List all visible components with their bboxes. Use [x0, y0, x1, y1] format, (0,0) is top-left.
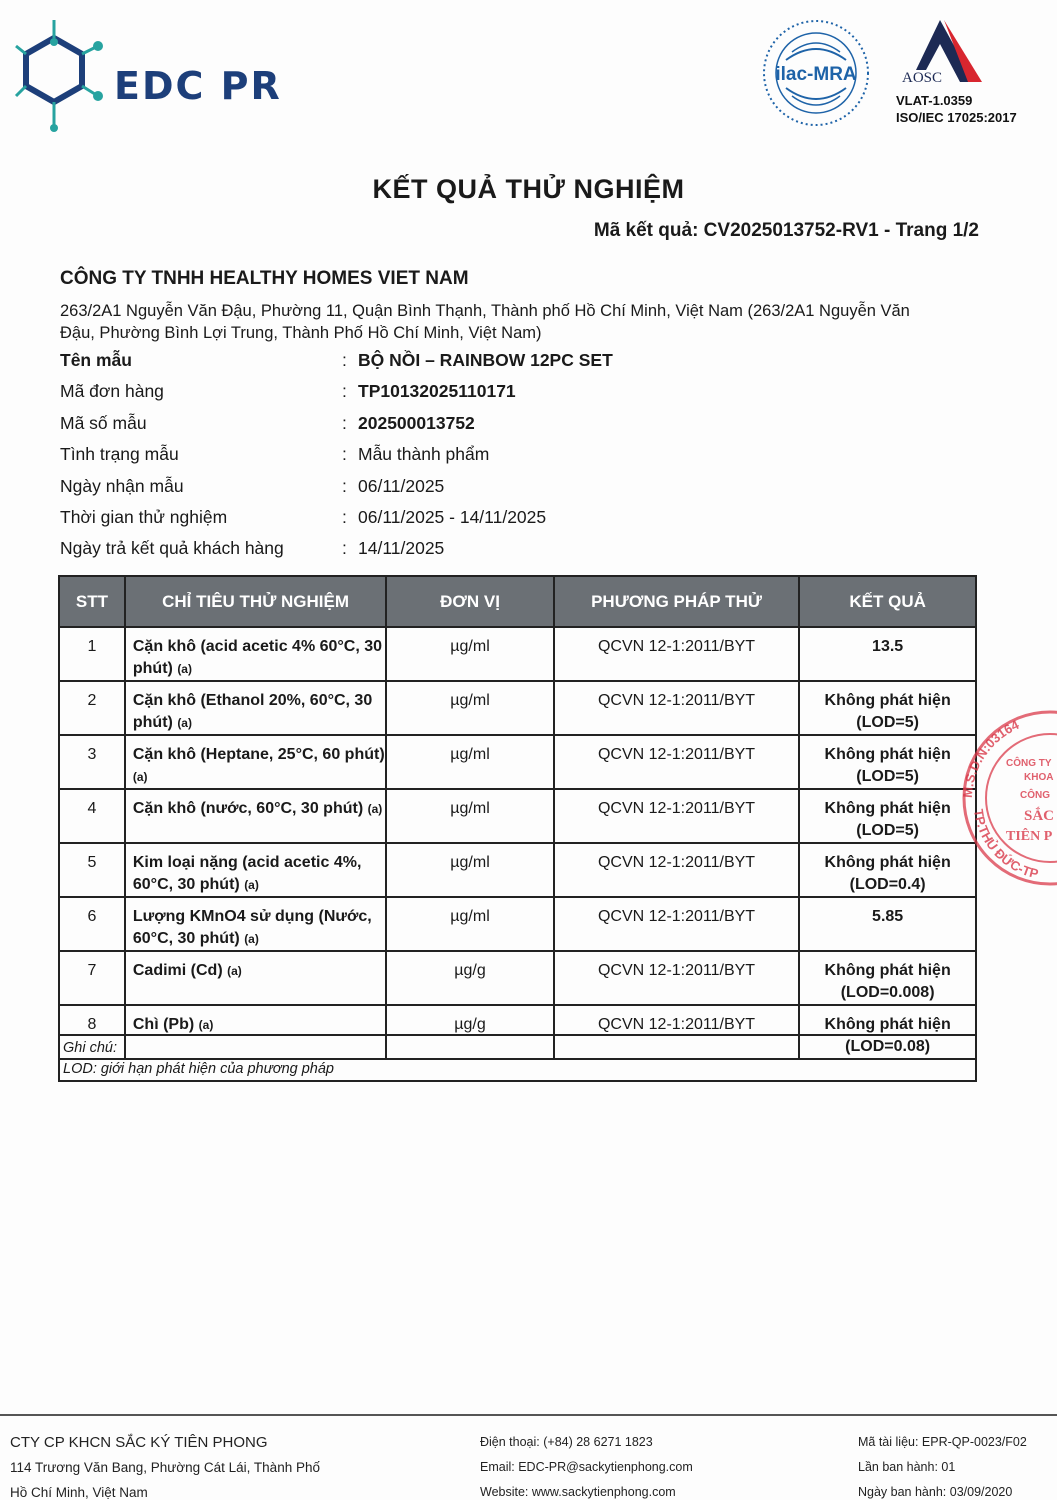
row-method-text: QCVN 12-1:2011/BYT: [597, 1016, 756, 1033]
company-logo: [14, 16, 314, 136]
info-row-sample-status: Tình trạng mẫu : Mẫu thành phẩm: [60, 444, 490, 465]
row-stt: [59, 951, 125, 1005]
table-header-row: [59, 576, 976, 627]
row-result-text: Không phát hiện (LOD=0.008): [824, 962, 951, 1001]
footer-company: [10, 1430, 320, 1500]
ilac-text: ilac-MRA: [775, 64, 857, 85]
table-row: [59, 897, 976, 951]
stamp-text-top: M.S.D.N:03164: [959, 716, 1022, 799]
row-indicator-text: Lượng KMnO4 sử dụng (Nước, 60°C, 30 phút): [132, 908, 372, 947]
footer-website: Website: www.sackytienphong.com: [480, 1485, 676, 1499]
table-row: [59, 843, 976, 897]
stamp-line: CÔNG: [1020, 790, 1050, 801]
header-indicator: CHỈ TIÊU THỬ NGHIỆM: [125, 576, 386, 627]
vlat-code: VLAT-1.0359: [896, 93, 973, 108]
footer-doc-code: Mã tài liệu: EPR-QP-0023/F02: [858, 1435, 1027, 1449]
stamp-line: KHOA: [1024, 772, 1054, 783]
info-value: Mẫu thành phẩm: [358, 444, 490, 465]
row-method-text: QCVN 12-1:2011/BYT: [597, 800, 756, 817]
table-row: [59, 735, 976, 789]
info-value: 06/11/2025: [358, 475, 445, 496]
row-result: [799, 627, 976, 681]
accreditation-mark: (a): [132, 770, 148, 784]
row-unit: [386, 897, 554, 951]
info-value: BỘ NỒI – RAINBOW 12PC SET: [358, 350, 613, 370]
info-row-received-date: Ngày nhận mẫu : 06/11/2025: [60, 475, 445, 496]
row-unit-text: µg/ml: [450, 908, 490, 925]
row-method-text: QCVN 12-1:2011/BYT: [597, 908, 756, 925]
aosc-logo: [896, 18, 986, 88]
row-method-text: QCVN 12-1:2011/BYT: [597, 854, 756, 871]
info-row-return-date: Ngày trả kết quả khách hàng : 14/11/2025: [60, 538, 445, 559]
row-indicator-text: Cặn khô (Ethanol 20%, 60°C, 30 phút): [132, 692, 373, 731]
row-result: [799, 951, 976, 1005]
stamp-line: SẮC: [1024, 808, 1055, 824]
row-stt-text: 4: [87, 800, 97, 817]
header-stt: STT: [59, 576, 125, 627]
row-stt-text: 7: [87, 962, 97, 979]
row-stt: [59, 789, 125, 843]
row-method-text: QCVN 12-1:2011/BYT: [597, 638, 756, 655]
row-result-text: Không phát hiện (LOD=0.08): [824, 1016, 951, 1055]
ilac-mra-logo: [760, 18, 872, 128]
results-table: [58, 575, 977, 1060]
row-stt-text: 6: [87, 908, 97, 925]
company-address: 263/2A1 Nguyễn Văn Đậu, Phường 11, Quận Bình Thạnh, Thành phố Hồ Chí Minh, Việt Nam (263/2A1 Nguyễn Văn Đậu, Phường Bình Lợi Trung, Thành Phố Hồ Chí Minh, Việt Nam): [60, 302, 910, 342]
row-unit-text: µg/ml: [450, 854, 490, 871]
notes-heading: Ghi chú:: [63, 1040, 117, 1056]
footer-contact: [480, 1430, 693, 1500]
row-indicator-text: Cặn khô (Heptane, 25°C, 60 phút): [132, 746, 385, 763]
footer-email: Email: EDC-PR@sackytienphong.com: [480, 1460, 693, 1474]
table-body: [59, 627, 976, 1059]
row-stt-text: 1: [87, 638, 97, 655]
row-method: [554, 627, 799, 681]
info-row-order-code: Mã đơn hàng : TP10132025110171: [60, 381, 516, 402]
aosc-text: AOSC: [902, 70, 943, 86]
accreditation-mark: (a): [198, 1018, 214, 1032]
header-result: KẾT QUẢ: [799, 576, 976, 627]
row-unit: [386, 627, 554, 681]
stamp-text-bottom: TP.THỦ ĐỨC-TP: [970, 808, 1040, 882]
footer-issue-date: Ngày ban hành: 03/09/2020: [858, 1485, 1013, 1499]
accreditation-mark: (a): [227, 964, 242, 978]
footer-address-2: Hồ Chí Minh, Việt Nam: [10, 1485, 148, 1500]
row-method-text: QCVN 12-1:2011/BYT: [597, 962, 756, 979]
accreditation-mark: (a): [244, 878, 259, 892]
row-stt-text: 3: [87, 746, 97, 763]
row-stt: [59, 681, 125, 735]
row-indicator-text: Chì (Pb): [132, 1016, 195, 1033]
row-method-text: QCVN 12-1:2011/BYT: [597, 746, 756, 763]
row-result-text: Không phát hiện (LOD=5): [824, 800, 951, 839]
row-unit: [386, 735, 554, 789]
info-row-test-period: Thời gian thử nghiệm : 06/11/2025 - 14/11/2025: [60, 506, 547, 527]
row-result: [799, 897, 976, 951]
row-method: [554, 897, 799, 951]
row-indicator: [125, 843, 386, 897]
sample-info: [60, 348, 760, 568]
row-method: [554, 789, 799, 843]
row-method: [554, 843, 799, 897]
accreditation-codes: [896, 92, 1017, 126]
row-indicator: [125, 789, 386, 843]
row-indicator: [125, 897, 386, 951]
stamp-line: TIÊN P: [1006, 829, 1053, 844]
header-unit: ĐƠN VỊ: [386, 576, 554, 627]
row-result: [799, 789, 976, 843]
row-result-text: Không phát hiện (LOD=0.4): [824, 854, 951, 893]
footer-address-1: 114 Trương Văn Bang, Phường Cát Lái, Thành Phố: [10, 1460, 320, 1475]
row-unit: [386, 789, 554, 843]
row-unit: [386, 951, 554, 1005]
accreditation-mark: (a): [367, 802, 383, 816]
footer-company-name: CTY CP KHCN SẮC KÝ TIÊN PHONG: [10, 1434, 268, 1451]
accreditation-mark: (a): [177, 662, 192, 676]
header-method: PHƯƠNG PHÁP THỬ: [554, 576, 799, 627]
info-value: 14/11/2025: [358, 538, 445, 559]
row-stt-text: 8: [87, 1016, 97, 1033]
table-row: [59, 681, 976, 735]
row-unit-text: µg/ml: [450, 746, 490, 763]
logo-text: EDC PR: [114, 64, 282, 108]
row-stt: [59, 843, 125, 897]
row-result: [799, 681, 976, 735]
row-indicator: [125, 627, 386, 681]
row-result-text: 5.85: [872, 908, 904, 925]
row-unit: [386, 843, 554, 897]
row-method: [554, 735, 799, 789]
accreditation-mark: (a): [177, 716, 192, 730]
document-title: KẾT QUẢ THỬ NGHIỆM: [372, 174, 685, 204]
stamp-line: CÔNG TY: [1006, 758, 1052, 769]
result-code: Mã kết quả: CV2025013752-RV1 - Trang 1/2: [593, 220, 979, 241]
footer-divider: [0, 1414, 1057, 1416]
accreditation-mark: (a): [244, 932, 259, 946]
company-stamp: [958, 706, 1057, 890]
row-result-text: 13.5: [872, 638, 904, 655]
row-unit-text: µg/ml: [450, 638, 490, 655]
footer-phone: Điện thoại: (+84) 28 6271 1823: [480, 1435, 653, 1449]
info-row-sample-code: Mã số mẫu : 202500013752: [60, 412, 475, 433]
row-stt: [59, 627, 125, 681]
info-value: 202500013752: [358, 412, 475, 433]
info-label: Thời gian thử nghiệm: [60, 506, 228, 527]
row-stt-text: 2: [87, 692, 97, 709]
row-stt: [59, 735, 125, 789]
row-indicator: [125, 735, 386, 789]
row-result-text: Không phát hiện (LOD=5): [824, 746, 951, 785]
row-indicator: [125, 681, 386, 735]
notes-box: [58, 1034, 977, 1082]
table-row: [59, 627, 976, 681]
table-row: [59, 789, 976, 843]
row-indicator-text: Cadimi (Cd): [132, 962, 223, 979]
row-unit-text: µg/ml: [450, 800, 490, 817]
row-method: [554, 681, 799, 735]
row-method-text: QCVN 12-1:2011/BYT: [597, 692, 756, 709]
row-unit-text: µg/g: [454, 962, 486, 979]
footer-issue-no: Lần ban hành: 01: [858, 1460, 956, 1474]
row-indicator-text: Cặn khô (nước, 60°C, 30 phút): [132, 800, 364, 817]
row-stt: [59, 897, 125, 951]
info-row-sample-name: Tên mẫu : BỘ NỒI – RAINBOW 12PC SET: [60, 350, 613, 370]
row-result-text: Không phát hiện (LOD=5): [824, 692, 951, 731]
info-label: Mã số mẫu: [60, 412, 147, 433]
info-value: TP10132025110171: [358, 381, 516, 402]
info-label: Ngày trả kết quả khách hàng: [60, 538, 284, 559]
row-unit: [386, 681, 554, 735]
row-unit-text: µg/g: [454, 1016, 486, 1033]
hexagon-molecule-icon: [14, 16, 114, 136]
footer-doc-info: [858, 1430, 1027, 1500]
row-stt-text: 5: [87, 854, 97, 871]
notes-lod: LOD: giới hạn phát hiện của phương pháp: [63, 1061, 334, 1077]
row-unit-text: µg/ml: [450, 692, 490, 709]
info-label: Mã đơn hàng: [60, 381, 164, 402]
info-label: Tên mẫu: [60, 350, 132, 370]
company-name: CÔNG TY TNHH HEALTHY HOMES VIET NAM: [60, 268, 469, 289]
row-result: [799, 735, 976, 789]
iso-code: ISO/IEC 17025:2017: [896, 110, 1017, 125]
row-method: [554, 951, 799, 1005]
info-label: Ngày nhận mẫu: [60, 475, 184, 496]
table-row: [59, 951, 976, 1005]
row-indicator: [125, 951, 386, 1005]
info-value: 06/11/2025 - 14/11/2025: [358, 506, 547, 527]
info-label: Tình trạng mẫu: [60, 444, 179, 465]
row-indicator-text: Kim loại nặng (acid acetic 4%, 60°C, 30 phút): [132, 854, 362, 893]
row-result: [799, 843, 976, 897]
row-indicator-text: Cặn khô (acid acetic 4% 60°C, 30 phút): [132, 638, 383, 677]
